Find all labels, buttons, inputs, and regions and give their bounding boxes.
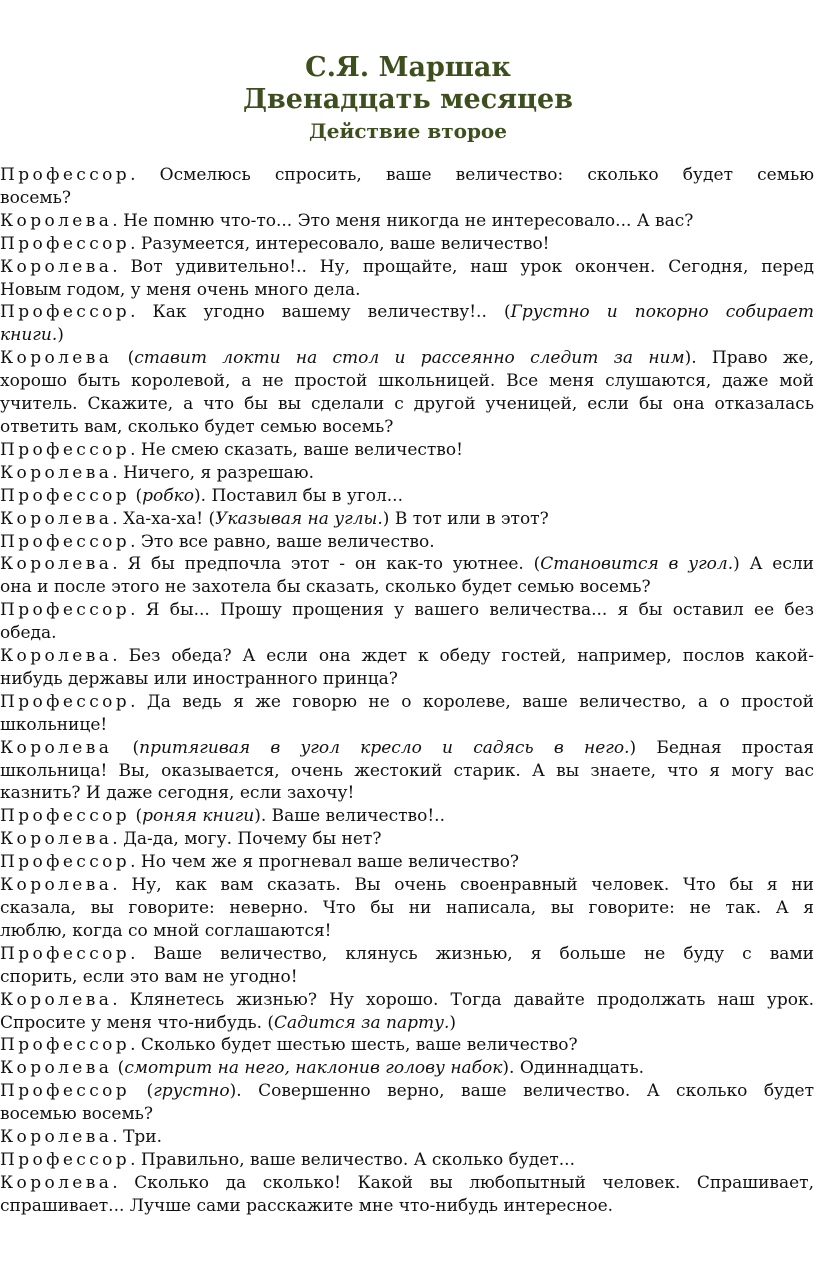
line-text: . Как угодно вашему величеству!.. ( [130,302,511,323]
speaker-name: Королева [0,829,113,850]
line-text: школьница! Вы, оказывается, очень жестокий старик. А вы знаете, что я могу вас [0,760,814,781]
dialogue-line [0,1080,814,1103]
speaker-name: Профессор [0,600,131,621]
dialogue-line [0,599,814,622]
stage-direction: робко [142,485,195,506]
line-text: . Правильно, ваше величество. А сколько будет... [130,1149,575,1170]
dialogue-line [0,576,814,599]
line-text: школьнице! [0,714,108,735]
line-text: восемь? [0,187,71,208]
dialogue-line [0,966,814,989]
line-text: ) Бедная простая [629,737,814,758]
dialogue-line [0,531,814,554]
speaker-name: Профессор [0,302,131,323]
line-text: ( [130,1081,154,1102]
speaker-name: Королева [0,1172,113,1193]
dialogue-line [0,1195,814,1218]
speaker-name: Королева [0,554,113,575]
dialogue-line [0,691,814,714]
dialogue-line [0,370,814,393]
stage-direction: Грустно и покорно собирает [510,302,814,323]
dialogue-line [0,737,814,760]
line-text: ). Поставил бы в угол... [194,485,403,506]
dialogue-line [0,1103,814,1126]
dialogue-line [0,416,814,439]
line-text: . Ваше величество, клянусь жизнью, я больше не буду с вами [130,943,814,964]
line-text: ). Ваше величество!.. [254,806,445,827]
line-text: . Это все равно, ваше величество. [130,531,435,552]
line-text: ( [112,737,140,758]
dialogue-line [0,1034,814,1057]
dialogue-line [0,233,814,256]
line-text: ) В тот или в этот? [382,508,549,529]
line-text: ( [112,1058,125,1079]
dialogue-line [0,279,814,302]
line-text: ). Право же, [684,348,814,369]
line-text: спорить, если это вам не угодно! [0,966,298,987]
dialogue-line [0,645,814,668]
line-text: . Сколько да сколько! Какой вы любопытный человек. Спрашивает, [112,1172,814,1193]
speaker-name: Профессор [0,852,131,873]
speaker-name: Королева [0,646,113,667]
speaker-name: Профессор [0,439,131,460]
speaker-name: Королева [0,256,113,277]
dialogue-line [0,760,814,783]
line-text: . Сколько будет шестью шесть, ваше величество? [130,1035,578,1056]
speaker-name: Профессор [0,233,131,254]
speaker-name: Профессор [0,806,131,827]
author-name: С.Я. Маршак [305,52,511,83]
speaker-name: Королева [0,875,113,896]
dialogue-text [0,164,816,1218]
dialogue-line [0,1057,814,1080]
speaker-name: Королева [0,462,113,483]
document-header [0,52,816,144]
speaker-name: Профессор [0,531,131,552]
line-text: ( [130,485,143,506]
line-text: Спросите у меня что-нибудь. ( [0,1012,275,1033]
dialogue-line [0,1012,814,1035]
stage-direction: Указывая на углы. [215,508,383,529]
act-heading: Действие второе [308,119,507,143]
line-text: ) А если [733,554,814,575]
speaker-name: Королева [0,348,113,369]
dialogue-line [0,828,814,851]
dialogue-line [0,508,814,531]
dialogue-line [0,439,814,462]
dialogue-line [0,485,814,508]
line-text: ( [112,348,135,369]
speaker-name: Профессор [0,943,131,964]
speaker-name: Профессор [0,485,131,506]
line-text: восемью восемь? [0,1104,154,1125]
line-text: . Да-да, могу. Почему бы нет? [112,829,382,850]
stage-direction: книги. [0,325,58,346]
line-text: ответить вам, сколько будет семью восемь? [0,416,394,437]
line-text: спрашивает... Лучше сами расскажите мне что-нибудь интересное. [0,1195,614,1216]
dialogue-line [0,668,814,691]
dialogue-line [0,920,814,943]
line-text: ( [130,806,143,827]
line-text: ). Одиннадцать. [502,1058,644,1079]
dialogue-line [0,782,814,805]
dialogue-line [0,462,814,485]
line-text: . Я бы предпочла этот - он как-то уютнее. ( [112,554,541,575]
line-text: . Ничего, я разрешаю. [112,462,314,483]
speaker-name: Профессор [0,1035,131,1056]
stage-direction: роняя книги [142,806,255,827]
speaker-name: Королева [0,1058,113,1079]
stage-direction: ставит локти на стол и рассеянно следит за ним [134,348,685,369]
dialogue-line [0,553,814,576]
dialogue-line [0,347,814,370]
speaker-name: Королева [0,210,113,231]
stage-direction: грустно [153,1081,230,1102]
dialogue-line [0,897,814,920]
speaker-name: Королева [0,989,113,1010]
line-text: обеда. [0,623,57,644]
dialogue-line [0,1126,814,1149]
dialogue-line [0,714,814,737]
line-text: . Я бы... Прошу прощения у вашего величества... я бы оставил ее без [130,600,814,621]
dialogue-line [0,943,814,966]
play-title: Двенадцать месяцев [243,84,573,115]
line-text: . Не смею сказать, ваше величество! [130,439,463,460]
dialogue-line [0,301,814,324]
line-text: нибудь державы или иностранного принца? [0,668,398,689]
line-text: . Разумеется, интересовало, ваше величество! [130,233,550,254]
line-text: хорошо быть королевой, а не простой школьницей. Все меня слушаются, даже мой [0,371,814,392]
line-text: Новым годом, у меня очень много дела. [0,279,361,300]
line-text: казнить? И даже сегодня, если захочу! [0,783,355,804]
speaker-name: Профессор [0,1081,131,1102]
dialogue-line [0,1149,814,1172]
dialogue-line [0,805,814,828]
dialogue-line [0,989,814,1012]
dialogue-line [0,187,814,210]
dialogue-line [0,393,814,416]
speaker-name: Королева [0,737,113,758]
speaker-name: Профессор [0,165,131,185]
line-text: ) [449,1012,456,1033]
dialogue-line [0,210,814,233]
speaker-name: Королева [0,508,113,529]
line-text: . Клянетесь жизнью? Ну хорошо. Тогда давайте продолжать наш урок. [112,989,814,1010]
speaker-name: Профессор [0,1149,131,1170]
dialogue-line [0,324,814,347]
line-text: . Без обеда? А если она ждет к обеду гостей, например, послов какой- [112,646,814,667]
line-text: . Ну, как вам сказать. Вы очень своенравный человек. Что бы я ни [112,875,814,896]
speaker-name: Королева [0,1127,113,1148]
line-text: она и после этого не захотела бы сказать, сколько будет семью восемь? [0,577,651,598]
line-text: . Вот удивительно!.. Ну, прощайте, наш урок окончен. Сегодня, перед [112,256,814,277]
stage-direction: Становится в угол. [540,554,734,575]
line-text: . Не помню что-то... Это меня никогда не интересовало... А вас? [112,210,694,231]
dialogue-line [0,874,814,897]
line-text: ). Совершенно верно, ваше величество. А сколько будет [229,1081,814,1102]
stage-direction: смотрит на него, наклонив голову набок [124,1058,503,1079]
line-text: . Ха-ха-ха! ( [112,508,216,529]
line-text: . Осмелюсь спросить, ваше величество: сколько будет семью [130,165,814,185]
line-text: люблю, когда со мной соглашаются! [0,920,332,941]
line-text: . Да ведь я же говорю не о королеве, ваше величество, а о простой [130,691,814,712]
line-text: . Но чем же я прогневал ваше величество? [130,852,520,873]
speaker-name: Профессор [0,691,131,712]
line-text: ) [57,325,64,346]
dialogue-line [0,256,814,279]
dialogue-line [0,851,814,874]
line-text: . Три. [112,1127,163,1148]
dialogue-line [0,1172,814,1195]
dialogue-line [0,164,814,187]
line-text: сказала, вы говорите: неверно. Что бы ни написала, вы говорите: не так. А я [0,898,814,918]
dialogue-line [0,622,814,645]
line-text: учитель. Скажите, а что бы вы сделали с другой ученицей, если бы она отказалась [0,394,814,415]
stage-direction: притягивая в угол кресло и садясь в него. [139,737,630,758]
stage-direction: Садится за парту. [274,1012,450,1033]
